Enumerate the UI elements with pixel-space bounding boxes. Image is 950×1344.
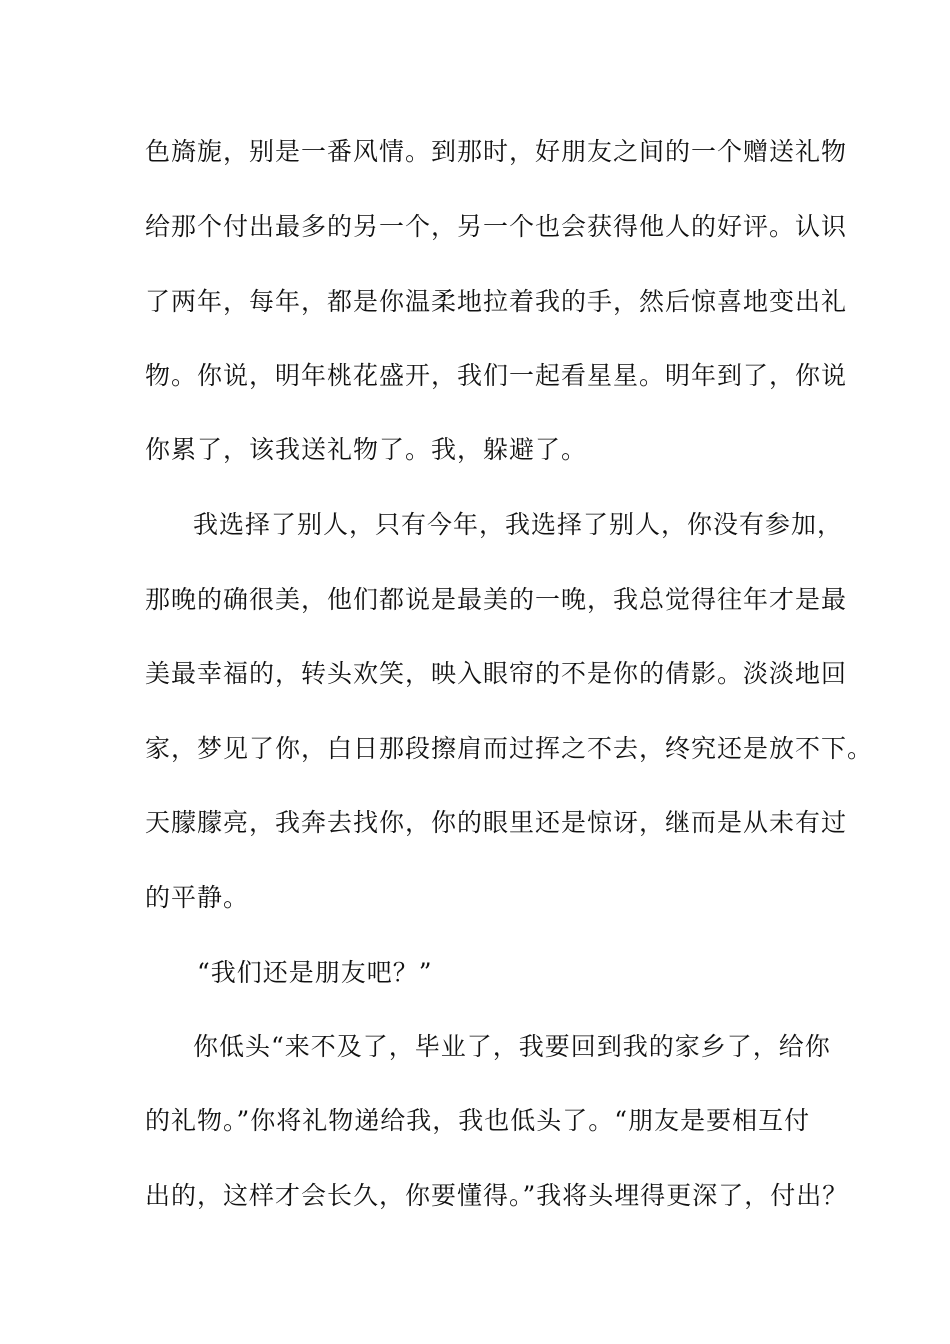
text-line: 给那个付出最多的另一个，另一个也会获得他人的好评。认识 [145, 212, 848, 241]
text-line: 你累了，该我送礼物了。我，躲避了。 [145, 435, 588, 464]
text-line: 家，梦见了你，白日那段擦肩而过挥之不去，终究还是放不下。 [145, 734, 874, 763]
text-line: 色旖旎，别是一番风情。到那时，好朋友之间的一个赠送礼物 [145, 137, 848, 166]
text-line: 物。你说，明年桃花盛开，我们一起看星星。明年到了，你说 [145, 361, 848, 390]
text-line: 那晚的确很美，他们都说是最美的一晚，我总觉得往年才是最 [145, 585, 848, 614]
dialogue-line: “我们还是朋友吧？” [197, 958, 433, 987]
text-line: 天朦朦亮，我奔去找你，你的眼里还是惊讶，继而是从未有过 [145, 808, 848, 837]
text-line: 美最幸福的，转头欢笑，映入眼帘的不是你的倩影。淡淡地回 [145, 659, 848, 688]
text-line: 的平静。 [145, 883, 250, 912]
paragraph-start-line: 我选择了别人，只有今年，我选择了别人，你没有参加， [193, 510, 844, 539]
text-line: 的礼物。”你将礼物递给我，我也低头了。“朋友是要相互付 [145, 1106, 811, 1135]
paragraph-start-line: 你低头“来不及了，毕业了，我要回到我的家乡了，给你 [193, 1032, 831, 1061]
text-line: 出的，这样才会长久，你要懂得。”我将头埋得更深了，付出？ [145, 1181, 849, 1210]
text-line: 了两年，每年，都是你温柔地拉着我的手，然后惊喜地变出礼 [145, 287, 848, 316]
